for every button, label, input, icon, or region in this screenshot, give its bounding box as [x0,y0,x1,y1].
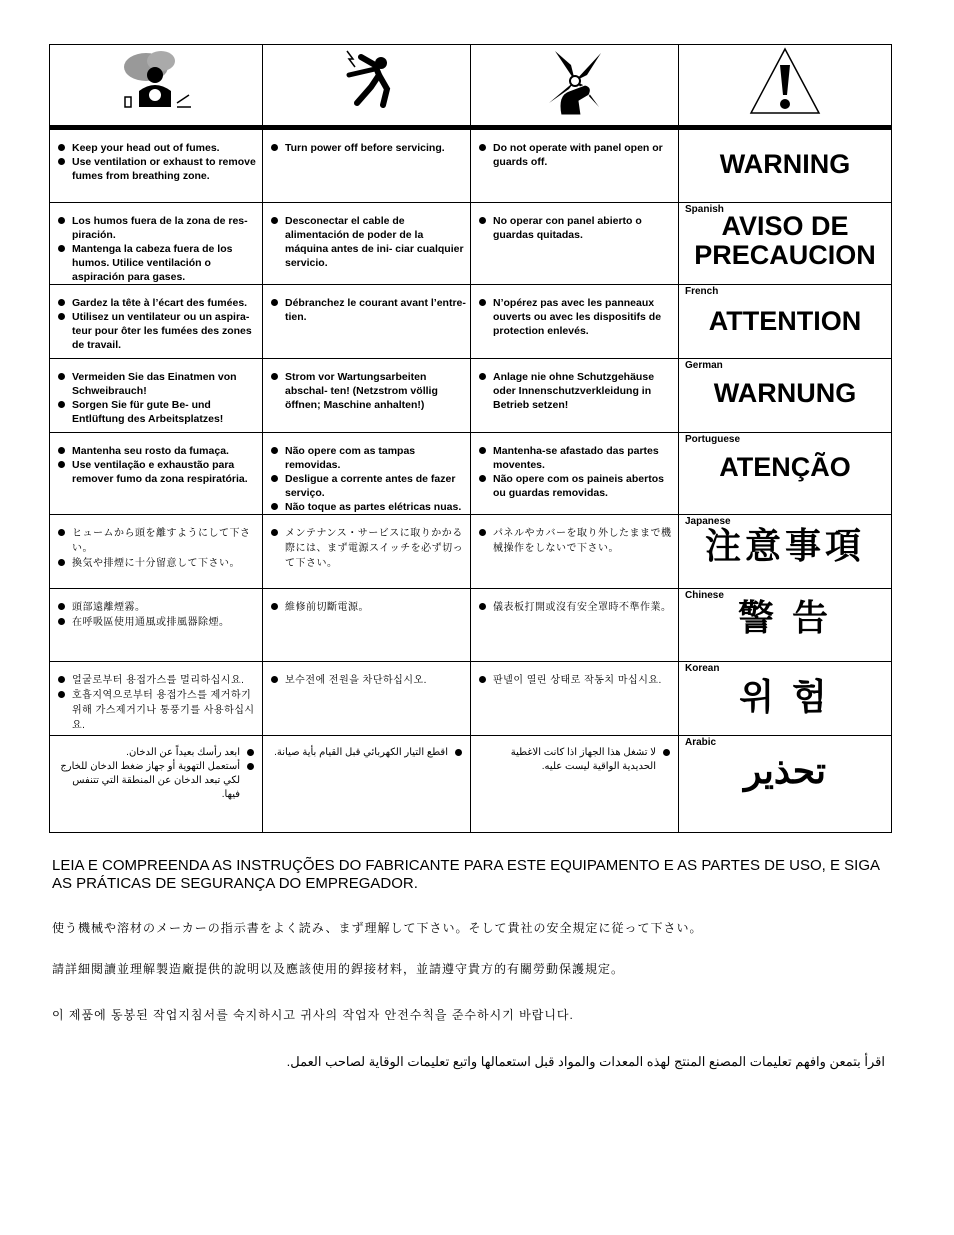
power-instructions [263,515,470,571]
safety-warning-table [49,44,892,833]
list-item: Turn power off before servicing. [285,141,466,155]
signal-word: 위 험 [739,676,831,717]
list-item: Desligue a corrente antes de fazer serviço. [285,472,466,500]
list-item: Utilisez un ventilateur ou un aspira- teur pour ôter les fumées des zones de travail. [72,310,258,352]
power-instructions [263,433,470,514]
language-label: Spanish [685,204,724,215]
power-instructions [263,203,470,270]
language-label: Japanese [685,516,731,527]
fumes-instructions [50,203,262,284]
list-item: Mantenha seu rosto da fumaça. [72,444,258,458]
footer-chinese: 請詳細閱讀並理解製造廠提供的說明以及應該使用的銲接材料，並請遵守貴方的有關勞動保護規定。 [52,962,625,976]
list-item: メンテナンス・サービスに取りかかる際には、まず電源スイッチを必ず切って下さい。 [285,526,466,571]
signal-word: ATENÇÃO [719,452,851,482]
power-instructions [263,130,470,155]
list-item: أستعمل التهوية أو جهاز ضغط الدخان للخارج لكي تبعد الدخان عن المنطقة التي تتنفس فيها. [56,760,240,802]
list-item: Do not operate with panel open or guards off. [493,141,674,169]
list-item: 在呼吸區使用通風或排風器除煙。 [72,615,258,630]
electric-shock-icon [327,45,407,115]
guard-instructions [471,589,678,615]
list-item: 얼굴로부터 용접가스를 멀리하십시요. [72,673,258,688]
list-item: Gardez la tête à l’écart des fumées. [72,296,258,310]
list-item: Strom vor Wartungsarbeiten abschal- ten! (Netzstrom völlig öffnen; Maschine anhalten!) [285,370,466,412]
signal-word: 注意事項 [704,525,865,566]
list-item: 維修前切斷電源。 [285,600,466,615]
warning-triangle-icon [747,45,823,117]
guard-instructions [471,203,678,242]
list-item: ابعد رأسك بعيداً عن الدخان. [56,746,240,760]
fumes-breathing-icon [111,45,201,115]
list-item: Sorgen Sie für gute Be- und Entlüftung des Arbeitsplatzes! [72,398,258,426]
fumes-instructions [50,515,262,571]
guard-instructions [471,130,678,169]
list-item: Use ventilação e exhaustão para remover fumo da zona respiratória. [72,458,258,486]
list-item: ヒュームから頭を離すようにして下さい。 [72,526,258,556]
list-item: Desconectar el cable de alimentación de poder de la máquina antes de ini- ciar cualquier servicio. [285,214,466,270]
hand-fan-guard-icon [535,45,615,119]
guard-instructions [471,433,678,500]
power-instructions [263,285,470,324]
power-instructions [263,662,470,688]
list-item: Não opere com as tampas removidas. [285,444,466,472]
list-item: Mantenga la cabeza fuera de los humos. Utilice ventilación o aspiración para gases. [72,242,258,284]
fumes-instructions [50,736,262,802]
guard-instructions [471,515,678,556]
list-item: Keep your head out of fumes. [72,141,258,155]
list-item: 換気や排煙に十分留意して下さい。 [72,556,258,571]
language-label: German [685,360,723,371]
list-item: Los humos fuera de la zona de res- piración. [72,214,258,242]
list-item: Não toque as partes elétricas nuas. [285,500,466,514]
list-item: 판넬이 열린 상태로 작동치 마십시요. [493,673,674,688]
footer-japanese: 使う機械や溶材のメーカーの指示書をよく読み、まず理解して下さい。そして貴社の安全規定に従って下さい。 [52,921,703,935]
list-item: 보수전에 전원을 차단하십시오. [285,673,466,688]
language-label: Chinese [685,590,724,601]
fumes-instructions [50,662,262,733]
list-item: Não opere com os paineis abertos ou guardas removidas. [493,472,674,500]
list-item: No operar con panel abierto o guardas quitadas. [493,214,674,242]
fumes-icon-cell [50,45,263,128]
language-label: Korean [685,663,720,674]
footer-korean: 이 제품에 동봉된 작업지침서를 숙지하시고 귀사의 작업자 안전수칙을 준수하시기 바랍니다. [52,1008,574,1022]
language-label: French [685,286,719,297]
fumes-instructions [50,359,262,426]
guard-instructions [471,359,678,412]
list-item: Débranchez le courant avant l’entre- tien. [285,297,466,323]
power-instructions [263,359,470,412]
fumes-instructions [50,130,262,183]
guard-instructions [471,662,678,688]
list-item: اقطع التيار الكهربائي قبل القيام بأية صيانة. [269,746,448,760]
power-instructions [263,736,470,760]
signal-word: WARNING [719,149,851,179]
list-item: Anlage nie ohne Schutzgehäuse oder Innenschutzverkleidung in Betrieb setzen! [493,370,674,412]
signal-word: تحذير [743,750,827,791]
signal-word: AVISO DE PRECAUCION [694,211,876,270]
footer-portuguese: LEIA E COMPREENDA AS INSTRUÇÕES DO FABRICANTE PARA ESTE EQUIPAMENTO E AS PARTES DE USO, E SIGA AS PRÁTICAS DE SEGURANÇA DO EMPREGADOR. [52,857,880,892]
list-item: لا تشغل هذا الجهاز اذا كانت الاغطية الحديدية الواقية ليست عليه. [477,746,656,774]
list-item: Vermeiden Sie das Einatmen von Schweibrauch! [72,370,258,398]
language-label: Portuguese [685,434,741,445]
language-label: Arabic [685,737,717,748]
fumes-instructions [50,433,262,486]
guard-instructions [471,736,678,774]
power-instructions [263,589,470,615]
fumes-instructions [50,285,262,352]
guard-instructions [471,285,678,338]
list-item: N’opérez pas avec les panneaux ouverts ou avec les dispositifs de protection enlevés. [493,296,674,338]
list-item: 頭部遠離煙霧。 [72,600,258,615]
guard-icon-cell [471,45,679,128]
shock-icon-cell [263,45,471,128]
signal-word: ATTENTION [708,306,862,336]
list-item: 儀表板打開或沒有安全罩時不準作業。 [493,600,674,615]
fumes-instructions [50,589,262,630]
signal-word: WARNUNG [713,378,857,408]
triangle-icon-cell [679,45,892,128]
list-item: Use ventilation or exhaust to remove fumes from breathing zone. [72,155,258,183]
list-item: パネルやカバーを取り外したままで機械操作をしないで下さい。 [493,526,674,556]
list-item: Mantenha-se afastado das partes moventes. [493,444,674,472]
footer-arabic: اقرأ بتمعن وافهم تعليمات المصنع المنتج لهذه المعدات والمواد قبل استعمالها واتبع تعليمات الوقاية لصاحب العمل. [286,1054,885,1069]
list-item: 호흡지역으로부터 용접가스를 제거하기 위해 가스제거기나 통풍기를 사용하십시요. [72,688,258,733]
signal-word: 警 告 [737,597,832,638]
